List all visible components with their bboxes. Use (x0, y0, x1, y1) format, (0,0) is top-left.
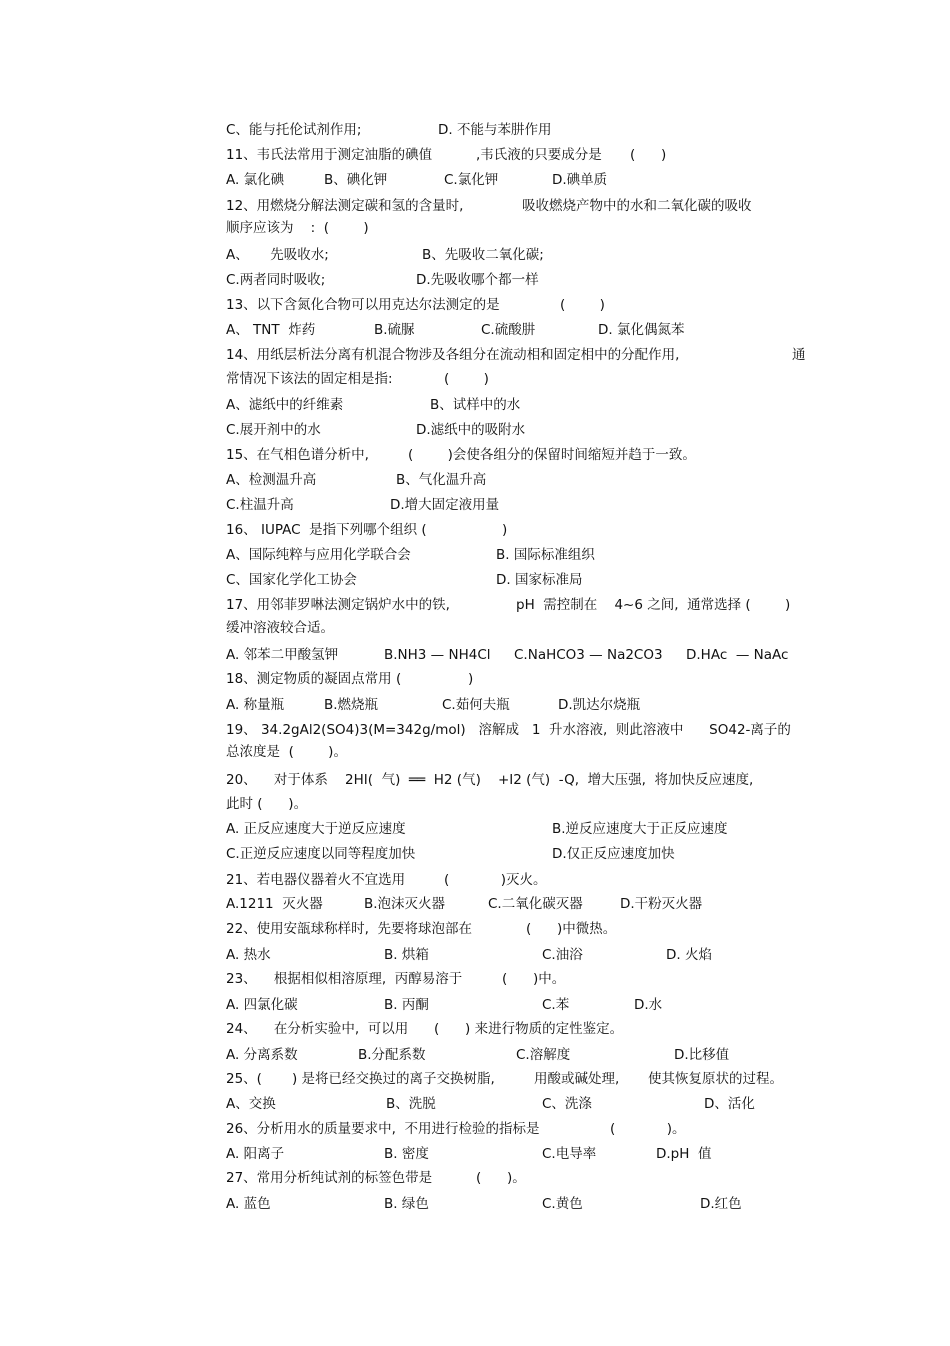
option-text: 用酸或碱处理, (534, 1071, 620, 1087)
option-text: C.氯化钾 (444, 172, 499, 188)
option-text: B.燃烧瓶 (324, 697, 379, 713)
line-text: 19、 34.2gAl2(SO4)3(M=342g/mol) 溶解成 1 升水溶液, 则此溶液中 SO42-离子的 (226, 722, 791, 738)
line-text: 14、用纸层析法分离有机混合物涉及各组分在流动相和固定相中的分配作用, (226, 347, 680, 363)
option-text: B.硫脲 (374, 322, 415, 338)
option-text: D、活化 (704, 1096, 755, 1112)
option-text: 吸收燃烧产物中的水和二氧化碳的吸收 (522, 198, 752, 214)
option-text: B、气化温升高 (396, 472, 487, 488)
option-text: B、碘化钾 (324, 172, 388, 188)
line-text: 顺序应该为 : ( ) (226, 220, 369, 236)
line-text: 16、 IUPAC 是指下列哪个组织 ( (226, 522, 427, 538)
option-text: B.逆反应速度大于正反应速度 (552, 821, 728, 837)
line-text: A. 阳离子 (226, 1146, 285, 1162)
line-text: A、 TNT 炸药 (226, 322, 316, 338)
option-text: pH 需控制在 4~6 之间, 通常选择 ( ) (516, 597, 791, 613)
line-text: A、滤纸中的纤维素 (226, 397, 344, 413)
option-text: D. 氯化偶氮苯 (598, 322, 685, 338)
line-text: 缓冲溶液较合适。 (226, 620, 334, 636)
line-text: C.柱温升高 (226, 497, 294, 513)
option-text: C.NaHCO3 — Na2CO3 (514, 647, 663, 663)
option-text: D.凯达尔烧瓶 (558, 697, 641, 713)
option-text: ( )灭火。 (444, 872, 547, 888)
option-text: ) (468, 671, 474, 687)
line-text: A、国际纯粹与应用化学联合会 (226, 547, 411, 563)
option-text: B、试样中的水 (430, 397, 521, 413)
option-text: D.红色 (700, 1196, 742, 1212)
option-text: ( )。 (476, 1170, 526, 1186)
line-text: 15、在气相色谱分析中, (226, 447, 369, 463)
option-text: 使其恢复原状的过程。 (648, 1071, 783, 1087)
option-text: C.油浴 (542, 947, 583, 963)
line-text: A. 热水 (226, 947, 271, 963)
line-text: 24、 在分析实验中, 可以用 (226, 1021, 409, 1037)
option-text: ( )会使各组分的保留时间缩短并趋于一致。 (408, 447, 696, 463)
option-text: B. 绿色 (384, 1196, 429, 1212)
option-text: ( )中。 (502, 971, 566, 987)
line-text: C.正逆反应速度以同等程度加快 (226, 846, 416, 862)
option-text: B.分配系数 (358, 1047, 426, 1063)
option-text: D. 国家标准局 (496, 572, 583, 588)
option-text: C.溶解度 (516, 1047, 571, 1063)
line-text: A、交换 (226, 1096, 276, 1112)
line-text: 11、韦氏法常用于测定油脂的碘值 (226, 147, 433, 163)
option-text: D.增大固定液用量 (390, 497, 500, 513)
line-text: 27、常用分析纯试剂的标签色带是 (226, 1170, 433, 1186)
option-text: ) (502, 522, 508, 538)
line-text: 此时 ( )。 (226, 796, 308, 812)
line-text: A、检测温升高 (226, 472, 317, 488)
option-text: D.水 (634, 997, 663, 1013)
option-text: ( ) 来进行物质的定性鉴定。 (434, 1021, 624, 1037)
line-text: 常情况下该法的固定相是指: (226, 371, 393, 387)
line-text: 13、以下含氮化合物可以用克达尔法测定的是 (226, 297, 500, 313)
option-text: C、洗涤 (542, 1096, 592, 1112)
option-text: B. 丙酮 (384, 997, 429, 1013)
option-text: C.二氧化碳灭器 (488, 896, 583, 912)
option-text: D.先吸收哪个都一样 (416, 272, 539, 288)
line-text: C、国家化学化工协会 (226, 572, 357, 588)
option-text: B、先吸收二氧化碳; (422, 247, 544, 263)
line-text: 12、用燃烧分解法测定碳和氢的含量时, (226, 198, 464, 214)
line-text: 21、若电器仪器着火不宜选用 (226, 872, 406, 888)
option-text: C.硫酸肼 (481, 322, 536, 338)
option-text: D. 不能与苯肼作用 (438, 122, 552, 138)
option-text: ( )。 (610, 1121, 686, 1137)
option-text: 通 (792, 347, 806, 363)
option-text: B. 国际标准组织 (496, 547, 595, 563)
option-text: D.仅正反应速度加快 (552, 846, 675, 862)
option-text: B、洗脱 (386, 1096, 436, 1112)
option-text: ( )中微热。 (526, 921, 617, 937)
option-text: ( ) (444, 371, 489, 387)
option-text: ( ) (560, 297, 605, 313)
line-text: 总浓度是 ( )。 (226, 744, 347, 760)
line-text: A.1211 灭火器 (226, 896, 323, 912)
option-text: D.滤纸中的吸附水 (416, 422, 526, 438)
line-text: A、 先吸收水; (226, 247, 329, 263)
line-text: A. 氯化碘 (226, 172, 285, 188)
option-text: B. 烘箱 (384, 947, 429, 963)
line-text: 26、分析用水的质量要求中, 不用进行检验的指标是 (226, 1121, 540, 1137)
line-text: A. 分离系数 (226, 1047, 298, 1063)
option-text: C.茹何夫瓶 (442, 697, 510, 713)
line-text: 25、( ) 是将已经交换过的离子交换树脂, (226, 1071, 495, 1087)
line-text: C、能与托伦试剂作用; (226, 122, 362, 138)
option-text: D.pH 值 (656, 1146, 712, 1162)
option-text: C.电导率 (542, 1146, 597, 1162)
option-text: D.碘单质 (552, 172, 608, 188)
line-text: A. 四氯化碳 (226, 997, 298, 1013)
line-text: A. 正反应速度大于逆反应速度 (226, 821, 406, 837)
line-text: C.两者同时吸收; (226, 272, 326, 288)
option-text: D.干粉灭火器 (620, 896, 703, 912)
option-text: B.NH3 — NH4Cl (384, 647, 491, 663)
option-text: C.苯 (542, 997, 570, 1013)
option-text: B. 密度 (384, 1146, 429, 1162)
option-text: D.比移值 (674, 1047, 730, 1063)
line-text: 23、 根据相似相溶原理, 丙醇易溶于 (226, 971, 463, 987)
line-text: 20、 对于体系 2HI( 气) ══ H2 (气) +I2 (气) -Q, 增大压强, 将加快反应速度, (226, 772, 754, 788)
line-text: 18、测定物质的凝固点常用 ( (226, 671, 402, 687)
option-text: B.泡沫灭火器 (364, 896, 446, 912)
line-text: A. 称量瓶 (226, 697, 285, 713)
option-text: D.HAc — NaAc (686, 647, 789, 663)
line-text: C.展开剂中的水 (226, 422, 321, 438)
line-text: A. 蓝色 (226, 1196, 271, 1212)
option-text: ,韦氏液的只要成分是 (476, 147, 602, 163)
line-text: 17、用邻菲罗啉法测定锅炉水中的铁, (226, 597, 450, 613)
option-text: C.黄色 (542, 1196, 583, 1212)
option-text: D. 火焰 (666, 947, 712, 963)
option-text: ( ) (630, 147, 667, 163)
line-text: 22、使用安瓿球称样时, 先要将球泡部在 (226, 921, 473, 937)
line-text: A. 邻苯二甲酸氢钾 (226, 647, 339, 663)
